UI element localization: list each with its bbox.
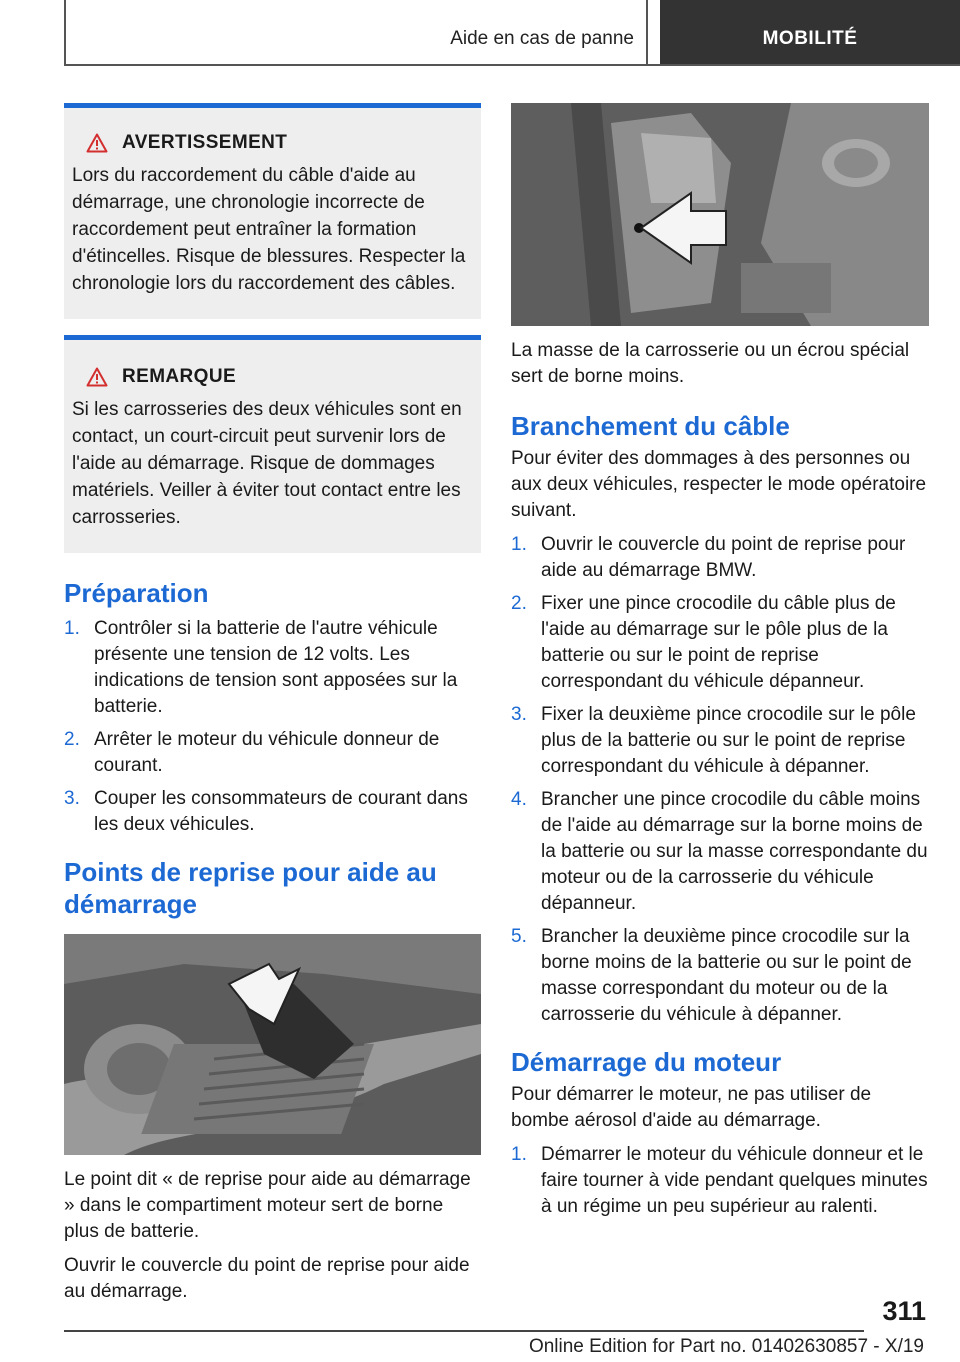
warning-title-text: AVERTISSEMENT — [122, 132, 288, 153]
list-item — [511, 924, 929, 1028]
list-text: Démarrer le moteur du véhicule donneur et le faire tourner à vide pendant quelques minutes à un régime un peu supérieur au ralenti. — [541, 1144, 928, 1217]
left-column — [64, 103, 481, 1305]
list-text: Arrêter le moteur du véhicule donneur de courant. — [94, 729, 440, 776]
ground-point-photo — [511, 103, 929, 326]
list-number: 5. — [511, 926, 527, 947]
header-chapter-tab — [660, 0, 960, 64]
remark-box — [64, 335, 481, 553]
header-rule — [64, 64, 960, 66]
list-text: Brancher une pince crocodile du câble moins de l'aide au démarrage sur la borne moins de la batterie ou sur la masse correspondante du moteur ou de la carrosserie du véhicule dépanneur. — [541, 789, 928, 914]
warning-triangle-icon — [86, 133, 108, 153]
list-item — [64, 616, 481, 720]
start-list — [511, 1142, 929, 1220]
list-number: 2. — [64, 729, 80, 750]
header-section-title: Aide en cas de panne — [450, 28, 634, 49]
warning-box — [64, 103, 481, 319]
list-item — [511, 532, 929, 584]
edition-text: Online Edition for Part no. 01402630857 - X/19 — [528, 1336, 924, 1357]
connection-list — [511, 532, 929, 1028]
list-text: Contrôler si la batterie de l'autre véhicule présente une tension de 12 volts. Les indications de tension sont apposées sur la batterie. — [94, 618, 458, 717]
list-text: Fixer la deuxième pince crocodile sur le pôle plus de la batterie ou sur le point de reprise correspondant du véhicule à dépanner. — [541, 704, 916, 777]
remark-text: Si les carrosseries des deux véhicules sont en contact, un court-circuit peut survenir lors de l'aide au démarrage. Risque de dommages matériels. Veiller à éviter tout contact entre les carrosseries. — [72, 399, 462, 528]
list-item — [511, 591, 929, 695]
connection-intro: Pour éviter des dommages à des personnes ou aux deux véhicules, respecter le mode opératoire suivant. — [511, 448, 927, 521]
list-number: 1. — [511, 534, 527, 555]
jump-start-point-photo — [64, 934, 481, 1155]
points-caption: Le point dit « de reprise pour aide au démarrage » dans le compartiment moteur sert de borne plus de batterie. — [64, 1169, 471, 1242]
warning-triangle-icon — [86, 367, 108, 387]
chapter-label: MOBILITÉ — [762, 28, 858, 49]
page-number: 311 — [882, 1296, 926, 1326]
list-text: Brancher la deuxième pince crocodile sur la borne moins de la batterie ou sur le point de masse correspondant du moteur ou de la carrosserie du véhicule à dépanner. — [541, 926, 912, 1025]
list-number: 1. — [511, 1144, 527, 1165]
warning-text: Lors du raccordement du câble d'aide au démarrage, une chronologie incorrecte de raccordement peut entraîner la formation d'étincelles. Risque de blessures. Respecter la chronologie lors du raccordement des câbles. — [72, 165, 466, 294]
header-left-rule — [64, 0, 66, 66]
remark-title — [72, 366, 473, 388]
connection-heading: Branchement du câble — [511, 411, 790, 441]
engine-bay-illustration — [64, 934, 481, 1155]
list-item — [64, 786, 481, 838]
list-item — [511, 1142, 929, 1220]
start-intro: Pour démarrer le moteur, ne pas utiliser de bombe aérosol d'aide au démarrage. — [511, 1084, 872, 1131]
right-column — [511, 103, 929, 1220]
ground-point-illustration — [511, 103, 929, 326]
preparation-list — [64, 616, 481, 838]
list-text: Ouvrir le couvercle du point de reprise pour aide au démarrage BMW. — [541, 534, 906, 581]
list-number: 1. — [64, 618, 80, 639]
remark-title-text: REMARQUE — [122, 366, 237, 387]
list-text: Couper les consommateurs de courant dans les deux véhicules. — [94, 788, 468, 835]
footer-rule — [64, 1330, 864, 1332]
ground-caption: La masse de la carrosserie ou un écrou spécial sert de borne moins. — [511, 340, 910, 387]
points-text: Ouvrir le couvercle du point de reprise pour aide au démarrage. — [64, 1255, 470, 1302]
list-item — [511, 787, 929, 917]
points-heading: Points de reprise pour aide au démarrage — [64, 857, 437, 919]
preparation-heading: Préparation — [64, 578, 209, 608]
list-number: 3. — [511, 704, 527, 725]
list-number: 4. — [511, 789, 527, 810]
warning-title — [72, 132, 473, 154]
list-item — [64, 727, 481, 779]
header-separator — [646, 0, 648, 66]
start-heading: Démarrage du moteur — [511, 1047, 782, 1077]
list-number: 2. — [511, 593, 527, 614]
list-item — [511, 702, 929, 780]
list-text: Fixer une pince crocodile du câble plus de l'aide au démarrage sur le pôle plus de la batterie ou sur le point de reprise correspondant du véhicule dépanneur. — [541, 593, 896, 692]
list-number: 3. — [64, 788, 80, 809]
